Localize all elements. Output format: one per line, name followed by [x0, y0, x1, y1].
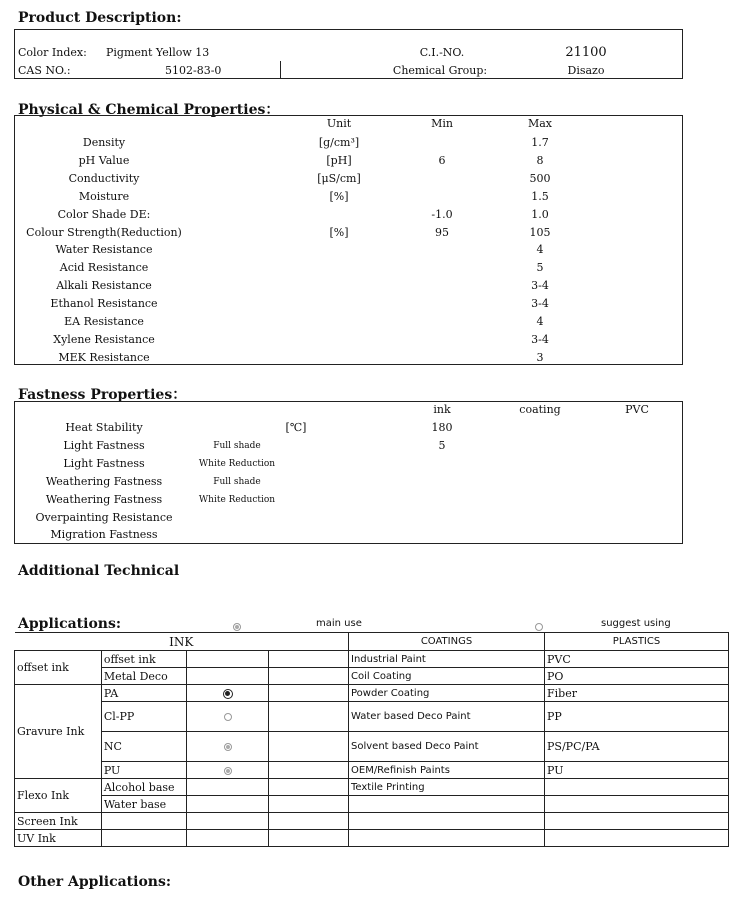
plastic-item: PU	[545, 762, 729, 779]
group-gravure: Gravure Ink	[15, 685, 102, 779]
dot-circle-icon	[187, 732, 268, 762]
coating-item: Industrial Paint	[349, 651, 545, 668]
plastic-item: PVC	[545, 651, 729, 668]
ink-item: PA	[101, 685, 187, 702]
ink-item: Alcohol base	[101, 779, 187, 796]
physical-heading: Physical & Chemical Properties：	[18, 102, 280, 118]
fastness-name: Light Fastness	[63, 456, 145, 470]
applications-heading: Applications:	[18, 616, 122, 632]
divider	[280, 61, 281, 78]
fastness-ink-value: 5	[438, 438, 446, 452]
property-max: 3-4	[531, 297, 549, 311]
plastic-item: PS/PC/PA	[545, 732, 729, 762]
fastness-ink-value: 180	[431, 421, 453, 434]
ink-item: Water base	[101, 796, 187, 813]
fastness-note: White Reduction	[198, 458, 276, 469]
cas-value: 5102-83-0	[165, 64, 222, 77]
fastness-heading: Fastness Properties：	[18, 387, 187, 403]
property-name: Conductivity	[68, 171, 140, 185]
property-name: Xylene Resistance	[53, 332, 155, 346]
fastness-name: Migration Fastness	[50, 528, 158, 542]
color-index-value: Pigment Yellow 13	[106, 46, 210, 59]
property-name: Ethanol Resistance	[50, 297, 158, 311]
col-max: Max	[527, 117, 553, 130]
ink-item: offset ink	[101, 651, 187, 668]
group-screen: Screen Ink	[15, 813, 102, 830]
property-max: 3	[536, 350, 544, 364]
fastness-note: Full shade	[213, 440, 261, 451]
fastness-name: Weathering Fastness	[45, 492, 163, 506]
fastness-note: Full shade	[213, 476, 261, 487]
group-flexo: Flexo Ink	[15, 779, 102, 813]
property-min: 95	[435, 225, 449, 239]
property-max: 1.0	[531, 207, 549, 221]
ink-header: INK	[15, 633, 349, 651]
group-uv: UV Ink	[15, 830, 102, 847]
unit-celsius: [℃]	[285, 421, 307, 434]
property-name: Water Resistance	[55, 243, 153, 257]
col-coating: coating	[519, 403, 561, 416]
chemical-group-value: Disazo	[567, 64, 605, 77]
property-name: MEK Resistance	[58, 350, 150, 364]
cas-label: CAS NO.:	[18, 64, 71, 77]
main-use-legend: main use	[316, 618, 362, 629]
additional-technical-heading: Additional Technical	[18, 563, 180, 579]
property-max: 1.7	[531, 136, 549, 149]
property-name: EA Resistance	[64, 315, 144, 328]
property-max: 500	[529, 171, 551, 185]
applications-table	[14, 632, 729, 847]
property-name: Colour Strength(Reduction)	[26, 225, 182, 239]
property-unit: [g/cm³]	[318, 136, 360, 149]
fastness-name: Weathering Fastness	[45, 474, 163, 488]
property-max: 5	[536, 261, 544, 275]
plastic-item: PP	[545, 702, 729, 732]
coating-item: Coil Coating	[349, 668, 545, 685]
property-max: 1.5	[531, 189, 549, 203]
property-min: -1.0	[431, 207, 453, 221]
property-name: Density	[82, 136, 126, 149]
group-offset: offset ink	[15, 651, 102, 685]
ink-item: Metal Deco	[101, 668, 187, 685]
fastness-note: White Reduction	[198, 494, 276, 505]
property-unit: [pH]	[326, 153, 352, 167]
ink-item: Cl-PP	[101, 702, 187, 732]
property-max: 3-4	[531, 279, 549, 293]
product-description-heading: Product Description:	[18, 10, 182, 26]
col-min: Min	[431, 117, 453, 130]
property-name: Acid Resistance	[59, 261, 149, 275]
property-name: Alkali Resistance	[56, 279, 152, 293]
plastics-header: PLASTICS	[545, 633, 729, 651]
suggest-legend: suggest using	[601, 618, 671, 629]
property-min: 6	[438, 153, 446, 167]
property-name: Color Shade DE:	[57, 207, 151, 221]
ink-item: NC	[101, 732, 187, 762]
col-unit: Unit	[326, 117, 352, 130]
plastic-item: Fiber	[545, 685, 729, 702]
fastness-name: Overpainting Resistance	[35, 510, 173, 524]
coating-item: OEM/Refinish Paints	[349, 762, 545, 779]
fastness-name: Light Fastness	[63, 438, 145, 452]
coating-item: Powder Coating	[349, 685, 545, 702]
ci-no-value: 21100	[565, 45, 607, 60]
coating-item: Water based Deco Paint	[349, 702, 545, 732]
property-name: pH Value	[78, 153, 130, 167]
property-max: 4	[536, 315, 544, 328]
chemical-group-label: Chemical Group:	[392, 64, 488, 77]
empty-circle-icon	[187, 702, 268, 732]
other-applications-heading: Other Applications:	[18, 874, 172, 890]
color-index-label: Color Index:	[18, 46, 87, 59]
col-ink: ink	[433, 403, 451, 416]
property-max: 4	[536, 243, 544, 257]
coating-item: Textile Printing	[349, 779, 545, 796]
coating-item: Solvent based Deco Paint	[349, 732, 545, 762]
property-unit: [%]	[329, 189, 349, 203]
property-max: 105	[529, 225, 551, 239]
coatings-header: COATINGS	[349, 633, 545, 651]
ci-no-label: C.I.-NO.	[419, 46, 465, 59]
main-use-mark-icon	[187, 685, 268, 702]
property-max: 3-4	[531, 332, 549, 346]
ink-item: PU	[101, 762, 187, 779]
property-name: Moisture	[78, 189, 130, 203]
property-unit: [μS/cm]	[317, 171, 361, 185]
property-max: 8	[536, 153, 544, 167]
plastic-item: PO	[545, 668, 729, 685]
fastness-name: Heat Stability	[65, 421, 143, 434]
col-pvc: PVC	[625, 403, 649, 416]
dot-circle-icon	[187, 762, 268, 779]
property-unit: [%]	[329, 225, 349, 239]
